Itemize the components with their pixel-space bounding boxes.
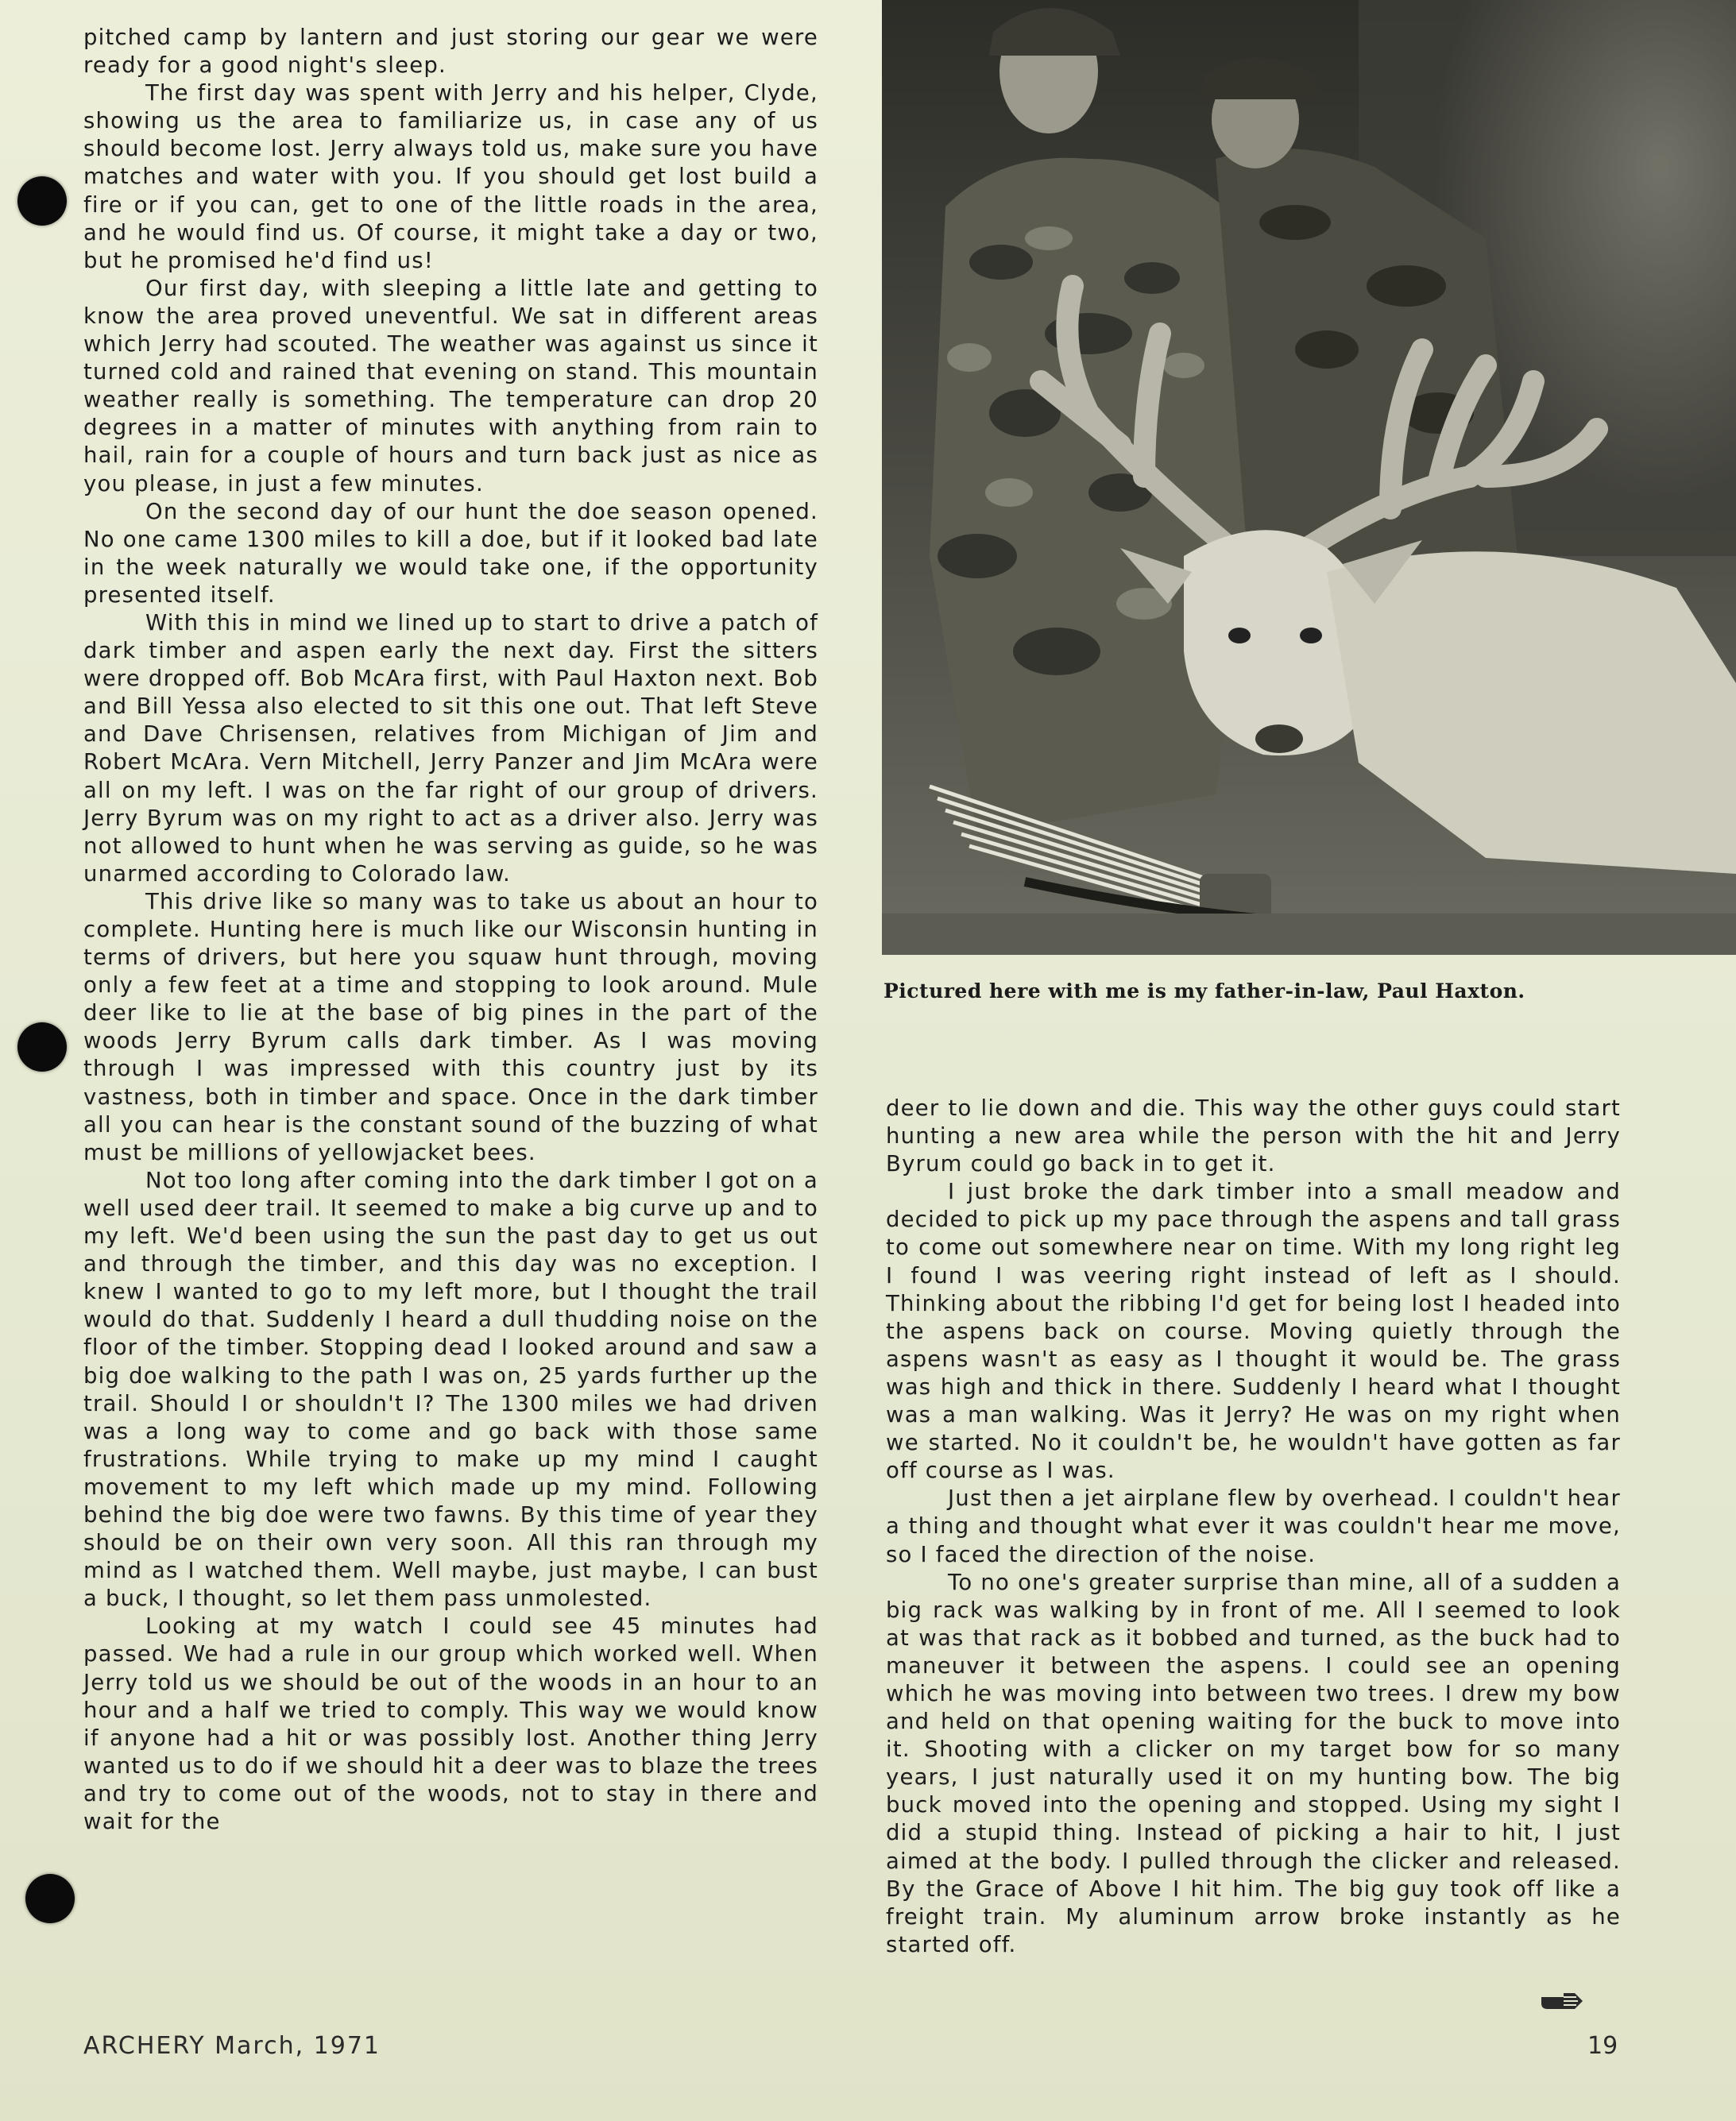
right-paragraph-3: Just then a jet airplane flew by overhead. I couldn't hear a thing and thought what ever it was couldn't hear me move, so I faced the direction of the noise. (886, 1485, 1621, 1567)
right-paragraph-1: deer to lie down and die. This way the other guys could start hunting a new area while the person with the hit and Jerry Byrum could go back in to get it. (886, 1095, 1621, 1177)
left-paragraph-1: pitched camp by lantern and just storing our gear we were ready for a good night's sleep. (83, 25, 818, 79)
continued-pointing-hand-icon (1540, 1991, 1584, 2011)
hunters-with-buck-photo (882, 0, 1736, 955)
footer-issue-date: March, 1971 (215, 2032, 381, 2060)
left-paragraph-5: With this in mind we lined up to start to drive a patch of dark timber and aspen early the next day. First the sitters were dropped off. Bob McAra first, with Paul Haxton next. Bob and Bill Yessa also elected to sit this one out. That left Steve and Dave Chrisensen, relatives from Michigan of Jim and Robert McAra. Vern Mitchell, Jerry Panzer and Jim McAra were all on my left. I was on the far right of our group of drivers. Jerry Byrum was on my right to act as a driver also. Jerry was not allowed to hunt when he was serving as guide, so he was unarmed according to Colorado law. (83, 609, 818, 887)
binder-hole-middle (17, 1022, 67, 1072)
right-paragraph-2: I just broke the dark timber into a small meadow and decided to pick up my pace through the aspens and tall grass to come out somewhere near on time. With my long right leg I found I was veering right instead of left as I should. Thinking about the ribbing I'd get for being lost I headed into the aspens back on course. Moving quietly through the aspens wasn't as easy as I thought it would be. The grass was high and thick in there. Suddenly I heard what I thought was a man walking. Was it Jerry? He was on my right when we started. No it couldn't be, he wouldn't have gotten as far off course as I was. (886, 1179, 1621, 1484)
photo-caption: Pictured here with me is my father-in-law, Paul Haxton. (883, 979, 1525, 1003)
left-text-column (83, 24, 818, 1836)
binder-hole-bottom (25, 1874, 75, 1923)
left-paragraph-3: Our first day, with sleeping a little late and getting to know the area proved uneventful. We sat in different areas which Jerry had scouted. The weather was against us since it turned cold and rained that evening on stand. This mountain weather really is something. The temperature can drop 20 degrees in a matter of minutes with anything from rain to hail, rain for a couple of hours and turn back just as nice as you please, in just a few minutes. (83, 275, 818, 496)
left-paragraph-7: Not too long after coming into the dark timber I got on a well used deer trail. It seemed to make a big curve up and to my left. We'd been using the sun the past day to get us out and through the timber, and this day was no exception. I knew I wanted to go to my left more, but I thought the trail would do that. Suddenly I heard a dull thudding noise on the floor of the timber. Stopping dead I looked around and saw a big doe walking to the path I was on, 25 yards further up the trail. Should I or shouldn't I? The 1300 miles we had driven was a long way to come and go back with those same frustrations. While trying to make up my mind I caught movement to my left which made up my mind. Following behind the big doe were two fawns. By this time of year they should be on their own very soon. All this ran through my mind as I watched them. Well maybe, just maybe, I can bust a buck, I thought, so let them pass unmolested. (83, 1167, 818, 1612)
right-paragraph-4: To no one's greater surprise than mine, all of a sudden a big rack was walking by in front of me. All I seemed to look at was that rack as it bobbed and turned, as the buck had to maneuver it between the aspens. I could see an opening which he was moving into between two trees. I drew my bow and held on that opening waiting for the buck to move into it. Shooting with a clicker on my target bow for so many years, I just naturally used it on my hunting bow. The big buck moved into the opening and stopped. Using my sight I did a stupid thing. Instead of picking a hair to hit, I just aimed at the body. I pulled through the clicker and released. By the Grace of Above I hit him. The big guy took off like a freight train. My aluminum arrow broke instantly as he started off. (886, 1569, 1621, 1957)
footer-magazine-issue (83, 2032, 381, 2060)
left-paragraph-4: On the second day of our hunt the doe season opened. No one came 1300 miles to kill a doe, but if it looked bad late in the week naturally we would take one, if the opportunity presented itself. (83, 498, 818, 608)
left-paragraph-2: The first day was spent with Jerry and his helper, Clyde, showing us the area to familiarize us, in case any of us should become lost. Jerry always told us, make sure you have matches and water with you. If you should get lost build a fire or if you can, get to one of the little roads in the area, and he would find us. Of course, it might take a day or two, but he promised he'd find us! (83, 80, 818, 273)
footer-magazine-name: ARCHERY (83, 2032, 206, 2060)
binder-hole-top (17, 176, 67, 226)
left-paragraph-8: Looking at my watch I could see 45 minutes had passed. We had a rule in our group which worked well. When Jerry told us we should be out of the woods in an hour to an hour and a half we tried to comply. This way we would know if anyone had a hit or was possibly lost. Another thing Jerry wanted us to do if we should hit a deer was to blaze the trees and try to come out of the woods, not to stay in there and wait for the (83, 1613, 818, 1834)
right-text-column (886, 1095, 1621, 1959)
page-number: 19 (1587, 2032, 1618, 2060)
left-paragraph-6: This drive like so many was to take us about an hour to complete. Hunting here is much like our Wisconsin hunting in terms of drivers, but here you squaw hunt through, moving only a few feet at a time and stopping to look around. Mule deer like to lie at the base of big pines in the part of the woods Jerry Byrum calls dark timber. As I was moving through I was impressed with this country just by its vastness, both in timber and space. Once in the dark timber all you can hear is the constant sound of the buzzing of what must be millions of yellowjacket bees. (83, 888, 818, 1165)
